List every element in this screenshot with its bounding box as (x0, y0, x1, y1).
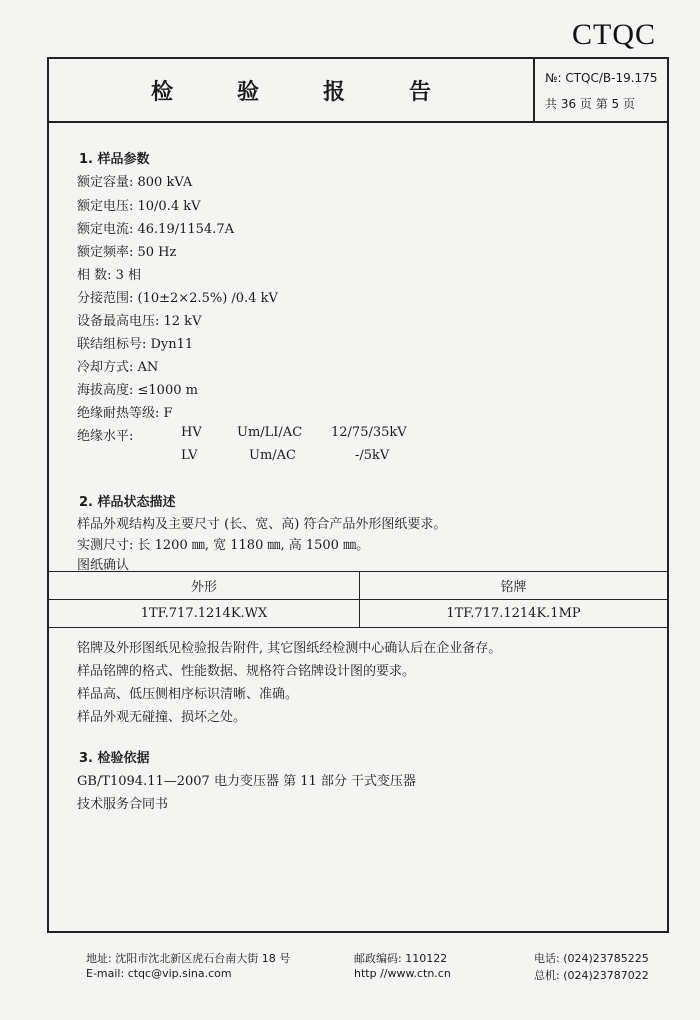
section2-title: 2. 样品状态描述 (79, 495, 176, 510)
report-frame (47, 57, 669, 933)
basis-line: GB/T1094.11—2007 电力变压器 第 11 部分 干式变压器 (77, 774, 417, 789)
page-count: 共 36 页 第 5 页 (545, 97, 635, 111)
footer-postcode: 邮政编码: 110122 (354, 952, 448, 965)
param-line: 额定容量: 800 kVA (77, 175, 193, 190)
section1-title: 1. 样品参数 (79, 152, 150, 167)
footer-website: http //www.ctn.cn (354, 967, 451, 980)
param-line: 相 数: 3 相 (77, 268, 142, 283)
note-line: 样品铭牌的格式、性能数据、规格符合铭牌设计图的要求。 (77, 664, 416, 679)
param-line: 分接范围: (10±2×2.5%) /0.4 kV (77, 291, 278, 306)
title-char-1: 检 (150, 79, 173, 105)
param-line: 额定电压: 10/0.4 kV (77, 199, 201, 214)
brand-logo: CTQC (571, 18, 656, 51)
title-char-3: 报 (322, 79, 345, 105)
footer-switchboard: 总机: (024)23787022 (534, 969, 649, 982)
section3-title: 3. 检验依据 (79, 751, 150, 766)
insulation-side: LV (181, 448, 198, 463)
table-cell: 1TF.717.1214K.1MP (360, 600, 668, 628)
note-line: 样品外观无碰撞、损坏之处。 (77, 710, 247, 725)
param-line: 冷却方式: AN (77, 360, 159, 375)
report-title (49, 59, 535, 121)
insulation-type: Um/LI/AC (237, 425, 303, 440)
drawing-table (49, 571, 667, 628)
table-cell: 1TF.717.1214K.WX (49, 600, 360, 628)
param-line: 海拔高度: ≤1000 m (77, 383, 198, 398)
param-line: 绝缘耐热等级: F (77, 406, 173, 421)
note-line: 样品高、低压侧相序标识清晰、准确。 (77, 687, 299, 702)
table-header-cell: 铭牌 (360, 572, 668, 600)
table-header-row (49, 572, 667, 600)
param-line: 额定频率: 50 Hz (77, 245, 177, 260)
report-meta (537, 59, 667, 121)
note-line: 铭牌及外形图纸见检验报告附件, 其它图纸经检测中心确认后在企业备存。 (77, 641, 502, 656)
insulation-label: 绝缘水平: (77, 429, 134, 444)
insulation-side: HV (181, 425, 202, 440)
param-line: 额定电流: 46.19/1154.7A (77, 222, 234, 237)
title-char-2: 验 (236, 79, 259, 105)
param-line: 设备最高电压: 12 kV (77, 314, 202, 329)
insulation-value: 12/75/35kV (331, 425, 407, 440)
status-line: 样品外观结构及主要尺寸 (长、宽、高) 符合产品外形图纸要求。 (77, 517, 447, 532)
title-char-4: 告 (408, 79, 431, 105)
report-header (49, 59, 667, 123)
footer-address: 地址: 沈阳市沈北新区虎石台南大街 18 号 (86, 952, 291, 965)
footer-email: E-mail: ctqc@vip.sina.com (86, 967, 232, 980)
insulation-value: -/5kV (355, 448, 390, 463)
basis-line: 技术服务合同书 (77, 797, 169, 812)
drawing-confirm-label: 图纸确认 (77, 558, 130, 573)
table-row (49, 600, 667, 628)
status-line: 实测尺寸: 长 1200 ㎜, 宽 1180 ㎜, 高 1500 ㎜。 (77, 538, 370, 553)
report-number: №: CTQC/B-19.175 (545, 71, 658, 85)
insulation-type: Um/AC (249, 448, 296, 463)
table-header-cell: 外形 (49, 572, 360, 600)
footer-phone: 电话: (024)23785225 (534, 952, 649, 965)
param-line: 联结组标号: Dyn11 (77, 337, 194, 352)
